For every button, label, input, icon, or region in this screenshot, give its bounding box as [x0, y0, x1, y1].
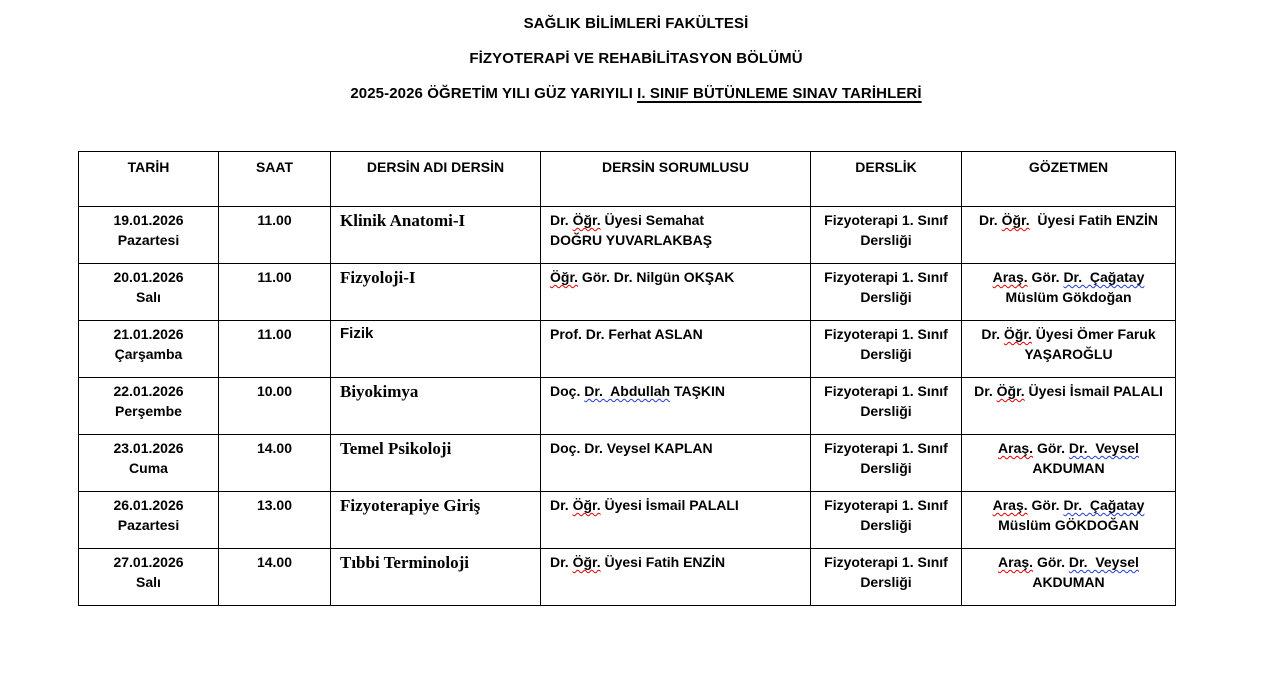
text-segment: Dersliği	[860, 517, 912, 533]
text-segment: Fizyoloji-I	[340, 268, 416, 287]
text-segment: Fizik	[340, 325, 374, 342]
text-segment: AKDUMAN	[1032, 574, 1105, 590]
text-segment: 14.00	[256, 440, 293, 456]
cell-instructor	[541, 207, 811, 264]
text-line	[815, 515, 957, 535]
text-segment: Fizyoterapiye Giriş	[340, 496, 481, 515]
text-segment: 27.01.2026	[113, 554, 184, 570]
text-segment: AKDUMAN	[1032, 460, 1105, 476]
text-segment: Dersliği	[860, 232, 912, 248]
exam-schedule-table	[78, 151, 1176, 606]
cell-course	[331, 264, 541, 321]
text-line	[815, 344, 957, 364]
cell-instructor	[541, 549, 811, 606]
text-line	[966, 287, 1171, 307]
text-line	[340, 438, 536, 459]
cell-proctor	[962, 378, 1176, 435]
text-line	[83, 381, 214, 401]
text-segment: Doç. Dr. Veysel KAPLAN	[550, 440, 713, 456]
cell-time	[219, 207, 331, 264]
text-segment: Gör. Dr. Nilgün OKŞAK	[578, 269, 735, 285]
text-line	[83, 572, 214, 592]
grammar-underlined-text: Dr. Veysel	[1068, 554, 1139, 570]
text-line	[550, 210, 806, 230]
text-segment: Fizyoterapi 1. Sınıf	[824, 383, 948, 399]
text-segment: Dersliği	[860, 460, 912, 476]
text-segment: Cuma	[129, 460, 168, 476]
schedule-title-prefix: 2025-2026 ÖĞRETİM YILI GÜZ YARIYILI	[350, 85, 638, 102]
text-line	[966, 324, 1171, 344]
column-header: DERSİN SORUMLUSU	[541, 152, 811, 207]
table-row	[79, 549, 1176, 606]
cell-proctor	[962, 264, 1176, 321]
cell-instructor	[541, 321, 811, 378]
text-line	[340, 210, 536, 231]
text-segment: 11.00	[257, 212, 292, 228]
text-line	[815, 230, 957, 250]
text-line	[83, 267, 214, 287]
spellcheck-underlined-text: Öğr.	[550, 269, 579, 285]
text-segment: Üyesi İsmail PALALI	[1024, 383, 1163, 399]
text-line	[223, 210, 326, 230]
text-line	[966, 572, 1171, 592]
cell-date	[79, 492, 219, 549]
schedule-title	[0, 86, 1272, 102]
text-line	[815, 210, 957, 230]
text-line	[83, 210, 214, 230]
text-line	[966, 438, 1171, 458]
text-line	[550, 381, 806, 401]
cell-date	[79, 264, 219, 321]
text-segment: Fizyoterapi 1. Sınıf	[824, 212, 948, 228]
text-line	[815, 438, 957, 458]
column-header: GÖZETMEN	[962, 152, 1176, 207]
spellcheck-underlined-text: Araş.	[998, 554, 1034, 570]
text-line	[340, 495, 536, 516]
grammar-underlined-text: Dr. Çağatay	[1063, 497, 1145, 513]
cell-instructor	[541, 264, 811, 321]
text-segment: Klinik Anatomi-I	[340, 211, 466, 230]
spellcheck-underlined-text: Öğr.	[572, 554, 601, 570]
text-line	[815, 287, 957, 307]
exam-table-head	[79, 152, 1176, 207]
text-segment: YAŞAROĞLU	[1024, 346, 1113, 362]
text-segment: DOĞRU YUVARLAKBAŞ	[550, 232, 713, 248]
text-segment: Biyokimya	[340, 382, 419, 401]
cell-classroom	[811, 492, 962, 549]
cell-proctor	[962, 435, 1176, 492]
cell-proctor	[962, 207, 1176, 264]
table-row	[79, 378, 1176, 435]
cell-instructor	[541, 492, 811, 549]
text-segment: 19.01.2026	[113, 212, 184, 228]
text-segment: 10.00	[256, 383, 293, 399]
text-segment: Salı	[136, 574, 161, 590]
grammar-underlined-text: Dr. Abdullah	[584, 383, 671, 399]
text-segment: Müslüm GÖKDOĞAN	[998, 517, 1139, 533]
text-segment: Dr.	[550, 497, 573, 513]
text-line	[83, 324, 214, 344]
text-line	[83, 401, 214, 421]
text-segment: 22.01.2026	[113, 383, 184, 399]
text-segment: Dr.	[550, 554, 573, 570]
text-segment: 23.01.2026	[113, 440, 184, 456]
text-segment: Pazartesi	[117, 517, 180, 533]
text-segment: TAŞKIN	[670, 383, 726, 399]
text-segment: Fizyoterapi 1. Sınıf	[824, 554, 948, 570]
text-segment: Gör.	[1027, 497, 1064, 513]
cell-date	[79, 435, 219, 492]
table-row	[79, 264, 1176, 321]
cell-course	[331, 378, 541, 435]
grammar-underlined-text: Dr. Çağatay	[1063, 269, 1145, 285]
text-segment: Perşembe	[115, 403, 182, 419]
text-line	[815, 267, 957, 287]
cell-proctor	[962, 492, 1176, 549]
department-title: FİZYOTERAPİ VE REHABİLİTASYON BÖLÜMÜ	[469, 50, 803, 67]
text-line	[223, 381, 326, 401]
text-line	[966, 381, 1171, 401]
text-segment: 20.01.2026	[113, 269, 184, 285]
text-segment: Gör.	[1033, 440, 1069, 456]
text-line	[223, 267, 326, 287]
cell-date	[79, 207, 219, 264]
text-segment: Temel Psikoloji	[340, 439, 452, 458]
text-segment: 13.00	[256, 497, 293, 513]
cell-time	[219, 378, 331, 435]
spellcheck-underlined-text: Öğr.	[1001, 212, 1030, 228]
text-segment: Prof. Dr. Ferhat ASLAN	[550, 326, 703, 342]
text-line	[223, 324, 326, 344]
column-header: DERSİN ADI DERSİN	[331, 152, 541, 207]
text-segment: Dersliği	[860, 403, 912, 419]
text-segment: Üyesi İsmail PALALI	[600, 497, 739, 513]
text-segment: 21.01.2026	[113, 326, 184, 342]
text-segment: Fizyoterapi 1. Sınıf	[824, 440, 948, 456]
spellcheck-underlined-text: Öğr.	[572, 497, 601, 513]
cell-proctor	[962, 549, 1176, 606]
cell-date	[79, 549, 219, 606]
text-line	[340, 552, 536, 573]
cell-date	[79, 321, 219, 378]
text-line	[815, 401, 957, 421]
cell-classroom	[811, 264, 962, 321]
text-line	[340, 267, 536, 288]
cell-date	[79, 378, 219, 435]
text-line	[966, 458, 1171, 478]
text-segment: 14.00	[256, 554, 293, 570]
text-line	[550, 438, 806, 458]
text-line	[966, 267, 1171, 287]
text-segment: Dr.	[981, 326, 1004, 342]
spellcheck-underlined-text: Araş.	[998, 440, 1034, 456]
text-line	[550, 495, 806, 515]
cell-course	[331, 435, 541, 492]
grammar-underlined-text: Dr. Veysel	[1068, 440, 1139, 456]
text-line	[550, 267, 806, 287]
spellcheck-underlined-text: Araş.	[992, 269, 1028, 285]
text-segment: Dersliği	[860, 346, 912, 362]
cell-time	[219, 549, 331, 606]
text-segment: Dr.	[974, 383, 997, 399]
cell-course	[331, 492, 541, 549]
text-line	[223, 552, 326, 572]
text-segment: Dersliği	[860, 289, 912, 305]
schedule-title-underlined: I. SINIF BÜTÜNLEME SINAV TARİHLERİ	[637, 85, 922, 102]
cell-classroom	[811, 207, 962, 264]
text-segment: Fizyoterapi 1. Sınıf	[824, 497, 948, 513]
text-line	[966, 344, 1171, 364]
cell-time	[219, 264, 331, 321]
text-line	[966, 495, 1171, 515]
text-line	[815, 495, 957, 515]
spellcheck-underlined-text: Araş.	[992, 497, 1028, 513]
cell-course	[331, 207, 541, 264]
cell-classroom	[811, 378, 962, 435]
text-line	[83, 552, 214, 572]
text-segment: Üyesi Fatih ENZİN	[600, 554, 726, 570]
text-segment: Müslüm Gökdoğan	[1005, 289, 1132, 305]
column-header: TARİH	[79, 152, 219, 207]
cell-proctor	[962, 321, 1176, 378]
column-header: SAAT	[219, 152, 331, 207]
cell-course	[331, 321, 541, 378]
cell-classroom	[811, 549, 962, 606]
text-segment: Üyesi Semahat	[600, 212, 705, 228]
text-line	[340, 324, 536, 344]
text-line	[815, 458, 957, 478]
document-header	[0, 16, 1272, 121]
text-segment: Fizyoterapi 1. Sınıf	[824, 326, 948, 342]
spellcheck-underlined-text: Öğr.	[572, 212, 601, 228]
cell-classroom	[811, 435, 962, 492]
text-line	[83, 458, 214, 478]
cell-time	[219, 321, 331, 378]
text-segment: Üyesi Fatih ENZİN	[1029, 212, 1158, 228]
text-segment: 26.01.2026	[113, 497, 184, 513]
text-line	[340, 381, 536, 402]
cell-time	[219, 435, 331, 492]
cell-course	[331, 549, 541, 606]
text-line	[966, 515, 1171, 535]
text-line	[83, 515, 214, 535]
faculty-title: SAĞLIK BİLİMLERİ FAKÜLTESİ	[523, 15, 749, 32]
cell-time	[219, 492, 331, 549]
text-line	[815, 324, 957, 344]
cell-classroom	[811, 321, 962, 378]
column-header: DERSLİK	[811, 152, 962, 207]
text-line	[550, 324, 806, 344]
text-line	[83, 495, 214, 515]
text-line	[83, 230, 214, 250]
table-row	[79, 321, 1176, 378]
text-line	[223, 495, 326, 515]
text-segment: Tıbbi Terminoloji	[340, 553, 469, 572]
text-line	[815, 552, 957, 572]
text-line	[550, 230, 806, 250]
text-segment: Üyesi Ömer Faruk	[1031, 326, 1156, 342]
text-line	[815, 572, 957, 592]
cell-instructor	[541, 435, 811, 492]
text-line	[83, 438, 214, 458]
text-line	[966, 210, 1171, 230]
table-row	[79, 492, 1176, 549]
text-segment: Gör.	[1033, 554, 1069, 570]
text-segment: Dersliği	[860, 574, 912, 590]
text-segment: Fizyoterapi 1. Sınıf	[824, 269, 948, 285]
text-segment: Dr.	[979, 212, 1002, 228]
header-row	[79, 152, 1176, 207]
spellcheck-underlined-text: Öğr.	[996, 383, 1025, 399]
text-line	[815, 381, 957, 401]
text-segment: 11.00	[257, 326, 292, 342]
text-line	[966, 552, 1171, 572]
text-segment: Çarşamba	[114, 346, 183, 362]
text-line	[550, 552, 806, 572]
cell-instructor	[541, 378, 811, 435]
text-segment: Salı	[136, 289, 161, 305]
text-segment: 11.00	[257, 269, 292, 285]
text-segment: Dr.	[550, 212, 573, 228]
text-line	[83, 287, 214, 307]
table-row	[79, 207, 1176, 264]
spellcheck-underlined-text: Öğr.	[1003, 326, 1032, 342]
exam-table-body	[79, 207, 1176, 606]
text-segment: Gör.	[1027, 269, 1064, 285]
text-segment: Pazartesi	[117, 232, 180, 248]
text-line	[83, 344, 214, 364]
table-row	[79, 435, 1176, 492]
text-segment: Doç.	[550, 383, 585, 399]
text-line	[223, 438, 326, 458]
